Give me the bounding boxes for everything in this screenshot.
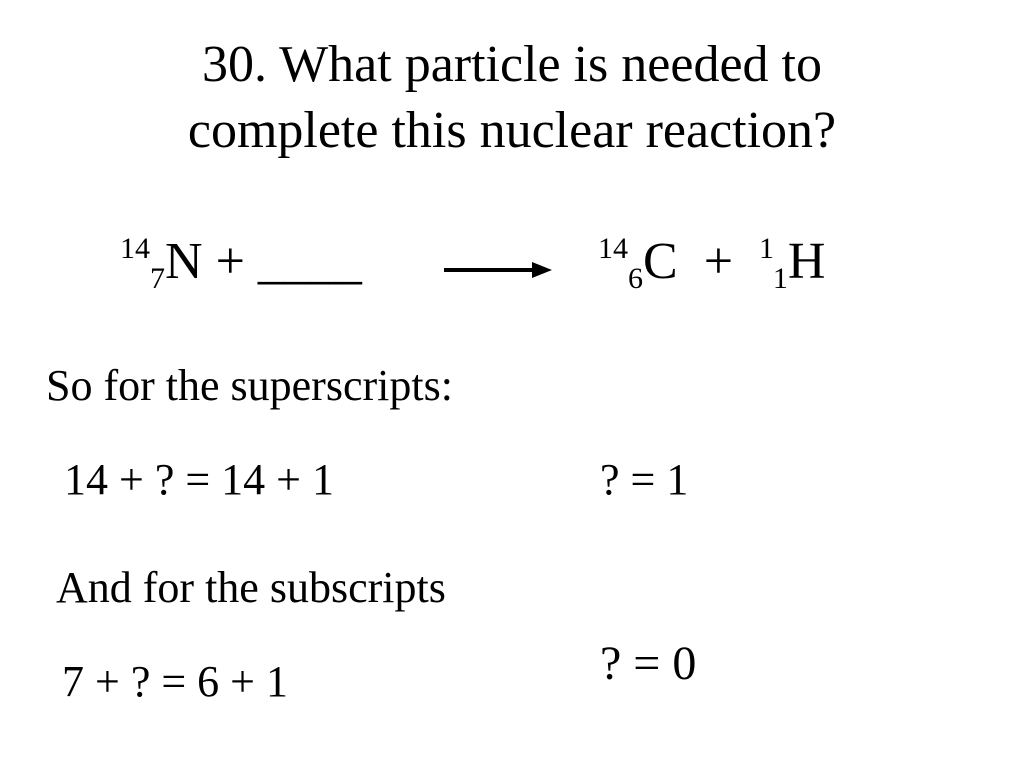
superscripts-equation: 14 + ? = 14 + 1	[64, 455, 334, 504]
hydrogen-mass-number: 1	[759, 232, 773, 265]
carbon-mass-number: 14	[598, 232, 628, 265]
question-title-line-2: complete this nuclear reaction?	[187, 102, 837, 159]
superscripts-result: ? = 1	[600, 455, 689, 504]
product-plus: +	[677, 233, 760, 290]
nitrogen-symbol: N	[165, 233, 203, 290]
subscripts-equation: 7 + ? = 6 + 1	[62, 657, 288, 706]
carbon-symbol: C	[643, 233, 678, 290]
hydrogen-symbol: H	[787, 233, 826, 290]
carbon-atomic-number: 6	[628, 262, 643, 295]
reactant-blank: + ____	[202, 233, 362, 290]
product-expression	[598, 232, 826, 295]
hydrogen-atomic-number: 1	[772, 262, 788, 295]
question-title-line-1: 30. What particle is needed to	[202, 36, 822, 93]
superscripts-heading: So for the superscripts:	[46, 361, 453, 410]
nitrogen-mass-number: 14	[120, 232, 150, 265]
subscripts-result: ? = 0	[600, 637, 697, 690]
reactant-expression	[120, 232, 362, 295]
question-title	[0, 32, 1024, 164]
subscripts-heading: And for the subscripts	[56, 563, 446, 612]
reaction-arrow-icon	[444, 258, 552, 282]
nitrogen-atomic-number: 7	[150, 262, 165, 295]
